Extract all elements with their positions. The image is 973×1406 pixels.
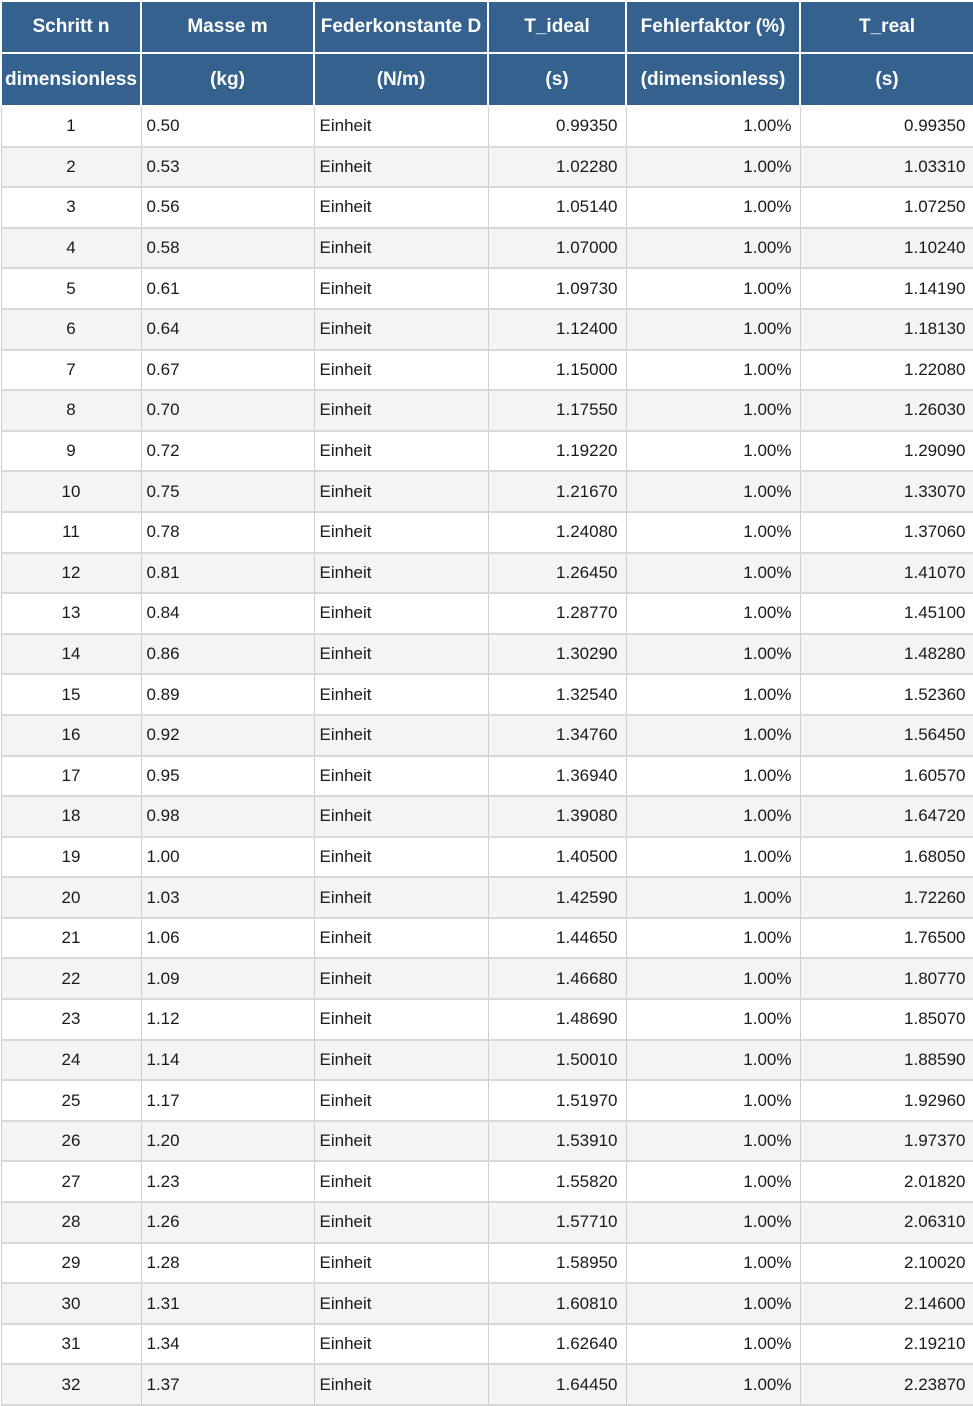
table-cell: 1.34760 xyxy=(488,715,626,756)
table-cell: 1.56450 xyxy=(800,715,973,756)
table-cell: Einheit xyxy=(314,1283,488,1324)
table-cell: 1.00% xyxy=(626,1364,800,1405)
table-cell: 1.07250 xyxy=(800,187,973,228)
table-cell: 31 xyxy=(1,1324,141,1365)
table-row xyxy=(1,1364,973,1405)
table-cell: Einheit xyxy=(314,471,488,512)
table-cell: Einheit xyxy=(314,674,488,715)
table-cell: 0.50 xyxy=(141,106,314,147)
table-cell: Einheit xyxy=(314,634,488,675)
table-cell: 1.00% xyxy=(626,553,800,594)
table-cell: 1.00% xyxy=(626,674,800,715)
table-cell: 27 xyxy=(1,1161,141,1202)
table-cell: Einheit xyxy=(314,147,488,188)
table-cell: 1.26450 xyxy=(488,553,626,594)
table-cell: Einheit xyxy=(314,1040,488,1081)
table-cell: Einheit xyxy=(314,1161,488,1202)
table-cell: Einheit xyxy=(314,1324,488,1365)
table-cell: Einheit xyxy=(314,106,488,147)
table-cell: 23 xyxy=(1,999,141,1040)
table-cell: 0.78 xyxy=(141,512,314,553)
table-cell: 1.09730 xyxy=(488,268,626,309)
table-cell: 1.12400 xyxy=(488,309,626,350)
table-cell: 1.20 xyxy=(141,1121,314,1162)
table-cell: 1.03 xyxy=(141,877,314,918)
table-row xyxy=(1,756,973,797)
table-cell: 22 xyxy=(1,958,141,999)
table-cell: 1.17550 xyxy=(488,390,626,431)
table-cell: 4 xyxy=(1,228,141,269)
header-schritt-n: Schritt n xyxy=(1,1,141,53)
table-cell: 0.95 xyxy=(141,756,314,797)
table-cell: 1.15000 xyxy=(488,350,626,391)
table-cell: Einheit xyxy=(314,309,488,350)
table-cell: 1.00% xyxy=(626,1121,800,1162)
table-cell: 1.05140 xyxy=(488,187,626,228)
table-row xyxy=(1,471,973,512)
table-cell: 2.01820 xyxy=(800,1161,973,1202)
table-cell: 3 xyxy=(1,187,141,228)
table-cell: 1.48690 xyxy=(488,999,626,1040)
table-row xyxy=(1,1243,973,1284)
table-row xyxy=(1,1202,973,1243)
table-cell: 1.51970 xyxy=(488,1080,626,1121)
table-cell: 1.68050 xyxy=(800,837,973,878)
table-cell: 7 xyxy=(1,350,141,391)
table-cell: 10 xyxy=(1,471,141,512)
table-cell: 15 xyxy=(1,674,141,715)
table-cell: Einheit xyxy=(314,390,488,431)
table-cell: 5 xyxy=(1,268,141,309)
table-cell: 16 xyxy=(1,715,141,756)
table-row xyxy=(1,674,973,715)
header-unit-row xyxy=(1,53,973,106)
table-cell: 1.00% xyxy=(626,593,800,634)
table-cell: Einheit xyxy=(314,1202,488,1243)
table-cell: Einheit xyxy=(314,512,488,553)
table-cell: 12 xyxy=(1,553,141,594)
table-cell: Einheit xyxy=(314,877,488,918)
table-body xyxy=(1,106,973,1405)
table-row xyxy=(1,350,973,391)
table-cell: 1.00% xyxy=(626,512,800,553)
table-row xyxy=(1,1080,973,1121)
table-cell: 30 xyxy=(1,1283,141,1324)
table-cell: 25 xyxy=(1,1080,141,1121)
table-cell: 1.00% xyxy=(626,837,800,878)
table-cell: 32 xyxy=(1,1364,141,1405)
table-cell: 1.60570 xyxy=(800,756,973,797)
table-cell: Einheit xyxy=(314,553,488,594)
table-cell: 1.00% xyxy=(626,1161,800,1202)
table-cell: 1.29090 xyxy=(800,431,973,472)
table-cell: Einheit xyxy=(314,228,488,269)
table-cell: 29 xyxy=(1,1243,141,1284)
table-cell: 1.02280 xyxy=(488,147,626,188)
table-cell: 0.99350 xyxy=(488,106,626,147)
table-cell: 1.58950 xyxy=(488,1243,626,1284)
table-cell: Einheit xyxy=(314,1121,488,1162)
table-cell: 0.64 xyxy=(141,309,314,350)
unit-masse-m: (kg) xyxy=(141,53,314,106)
table-cell: 1.60810 xyxy=(488,1283,626,1324)
table-cell: 2.14600 xyxy=(800,1283,973,1324)
table-row xyxy=(1,999,973,1040)
table-cell: 1.00% xyxy=(626,268,800,309)
table-cell: 1.00% xyxy=(626,918,800,959)
table-cell: 1.21670 xyxy=(488,471,626,512)
unit-t-ideal: (s) xyxy=(488,53,626,106)
table-cell: 1.44650 xyxy=(488,918,626,959)
table-cell: 0.75 xyxy=(141,471,314,512)
table-row xyxy=(1,796,973,837)
table-cell: 6 xyxy=(1,309,141,350)
table-cell: 8 xyxy=(1,390,141,431)
table-row xyxy=(1,1121,973,1162)
table-row xyxy=(1,1040,973,1081)
table-cell: 1.46680 xyxy=(488,958,626,999)
table-cell: 2.19210 xyxy=(800,1324,973,1365)
table-cell: 1.57710 xyxy=(488,1202,626,1243)
table-cell: 1.12 xyxy=(141,999,314,1040)
header-t-real: T_real xyxy=(800,1,973,53)
table-cell: 1.14 xyxy=(141,1040,314,1081)
table-cell: Einheit xyxy=(314,796,488,837)
table-cell: 1.36940 xyxy=(488,756,626,797)
table-cell: 24 xyxy=(1,1040,141,1081)
table-cell: 1.37060 xyxy=(800,512,973,553)
table-cell: 1.00% xyxy=(626,1202,800,1243)
table-cell: 1.22080 xyxy=(800,350,973,391)
table-cell: 1.26030 xyxy=(800,390,973,431)
table-cell: 0.53 xyxy=(141,147,314,188)
table-row xyxy=(1,918,973,959)
table-cell: 21 xyxy=(1,918,141,959)
table-cell: 0.92 xyxy=(141,715,314,756)
table-cell: 1.55820 xyxy=(488,1161,626,1202)
table-row xyxy=(1,228,973,269)
table-cell: 19 xyxy=(1,837,141,878)
table-cell: 1.03310 xyxy=(800,147,973,188)
table-cell: 2.06310 xyxy=(800,1202,973,1243)
table-cell: 1.00% xyxy=(626,999,800,1040)
table-row xyxy=(1,553,973,594)
table-cell: 1.48280 xyxy=(800,634,973,675)
table-cell: 1.32540 xyxy=(488,674,626,715)
table-cell: 17 xyxy=(1,756,141,797)
table-cell: 1.00% xyxy=(626,877,800,918)
table-cell: 1.17 xyxy=(141,1080,314,1121)
table-cell: 1.92960 xyxy=(800,1080,973,1121)
table-cell: 1.00% xyxy=(626,1080,800,1121)
table-cell: Einheit xyxy=(314,999,488,1040)
table-row xyxy=(1,1283,973,1324)
table-cell: 0.61 xyxy=(141,268,314,309)
table-row xyxy=(1,715,973,756)
table-cell: 1.88590 xyxy=(800,1040,973,1081)
table-cell: 0.72 xyxy=(141,431,314,472)
table-row xyxy=(1,106,973,147)
table-cell: Einheit xyxy=(314,1243,488,1284)
table-cell: 0.81 xyxy=(141,553,314,594)
table-cell: Einheit xyxy=(314,918,488,959)
table-cell: Einheit xyxy=(314,593,488,634)
table-cell: 1.18130 xyxy=(800,309,973,350)
table-cell: Einheit xyxy=(314,187,488,228)
table-cell: 1.50010 xyxy=(488,1040,626,1081)
table-row xyxy=(1,958,973,999)
table-cell: Einheit xyxy=(314,958,488,999)
table-cell: 1.37 xyxy=(141,1364,314,1405)
table-cell: 1.85070 xyxy=(800,999,973,1040)
table-cell: 1.06 xyxy=(141,918,314,959)
table-cell: 1.00% xyxy=(626,796,800,837)
table-cell: 13 xyxy=(1,593,141,634)
unit-schritt-n: dimensionless xyxy=(1,53,141,106)
table-cell: 1.00% xyxy=(626,106,800,147)
table-cell: 0.67 xyxy=(141,350,314,391)
table-row xyxy=(1,877,973,918)
header-t-ideal: T_ideal xyxy=(488,1,626,53)
table-cell: Einheit xyxy=(314,431,488,472)
table-cell: 1.00% xyxy=(626,634,800,675)
table-cell: 1.00% xyxy=(626,1243,800,1284)
table-cell: 1.45100 xyxy=(800,593,973,634)
table-cell: 1.00% xyxy=(626,715,800,756)
table-cell: Einheit xyxy=(314,350,488,391)
table-cell: 1.52360 xyxy=(800,674,973,715)
table-header xyxy=(1,1,973,106)
table-cell: 1.64720 xyxy=(800,796,973,837)
table-cell: 20 xyxy=(1,877,141,918)
table-cell: 1.24080 xyxy=(488,512,626,553)
table-cell: 1.41070 xyxy=(800,553,973,594)
table-cell: 1.00% xyxy=(626,958,800,999)
table-cell: 1.14190 xyxy=(800,268,973,309)
table-cell: 1.26 xyxy=(141,1202,314,1243)
table-cell: 2.23870 xyxy=(800,1364,973,1405)
table-cell: 26 xyxy=(1,1121,141,1162)
table-cell: 1.28770 xyxy=(488,593,626,634)
table-cell: 1.62640 xyxy=(488,1324,626,1365)
table-cell: 1.40500 xyxy=(488,837,626,878)
table-cell: Einheit xyxy=(314,268,488,309)
table-cell: 1.00% xyxy=(626,1324,800,1365)
table-cell: 0.98 xyxy=(141,796,314,837)
table-cell: 1.31 xyxy=(141,1283,314,1324)
table-cell: 11 xyxy=(1,512,141,553)
table-row xyxy=(1,837,973,878)
table-cell: 1.33070 xyxy=(800,471,973,512)
table-row xyxy=(1,390,973,431)
table-row xyxy=(1,431,973,472)
table-cell: 2.10020 xyxy=(800,1243,973,1284)
header-label-row xyxy=(1,1,973,53)
table-cell: 9 xyxy=(1,431,141,472)
table-cell: 1.23 xyxy=(141,1161,314,1202)
table-cell: 1.42590 xyxy=(488,877,626,918)
table-cell: 1.00% xyxy=(626,1040,800,1081)
table-cell: 1.00% xyxy=(626,390,800,431)
table-cell: Einheit xyxy=(314,1364,488,1405)
header-masse-m: Masse m xyxy=(141,1,314,53)
table-cell: 1.30290 xyxy=(488,634,626,675)
table-cell: 1.00% xyxy=(626,147,800,188)
table-cell: 1.53910 xyxy=(488,1121,626,1162)
table-cell: 2 xyxy=(1,147,141,188)
table-cell: 14 xyxy=(1,634,141,675)
table-row xyxy=(1,187,973,228)
table-cell: 0.58 xyxy=(141,228,314,269)
table-cell: 0.86 xyxy=(141,634,314,675)
header-fehlerfaktor: Fehlerfaktor (%) xyxy=(626,1,800,53)
table-cell: 0.56 xyxy=(141,187,314,228)
table-cell: 1.72260 xyxy=(800,877,973,918)
table-cell: 1.00% xyxy=(626,756,800,797)
table-cell: Einheit xyxy=(314,837,488,878)
table-cell: 1.34 xyxy=(141,1324,314,1365)
table-cell: 0.99350 xyxy=(800,106,973,147)
table-cell: 1.00% xyxy=(626,309,800,350)
table-cell: 1.80770 xyxy=(800,958,973,999)
table-cell: 1.76500 xyxy=(800,918,973,959)
table-row xyxy=(1,147,973,188)
table-cell: 1.28 xyxy=(141,1243,314,1284)
table-cell: 0.89 xyxy=(141,674,314,715)
table-cell: 1.00% xyxy=(626,187,800,228)
header-federkonstante-d: Federkonstante D xyxy=(314,1,488,53)
unit-fehlerfaktor: (dimensionless) xyxy=(626,53,800,106)
table-cell: 1.09 xyxy=(141,958,314,999)
table-cell: 1.00% xyxy=(626,228,800,269)
table-cell: 1.64450 xyxy=(488,1364,626,1405)
table-cell: 1 xyxy=(1,106,141,147)
table-row xyxy=(1,1161,973,1202)
table-cell: 1.10240 xyxy=(800,228,973,269)
table-cell: 1.00 xyxy=(141,837,314,878)
table-cell: 1.19220 xyxy=(488,431,626,472)
table-cell: 1.00% xyxy=(626,471,800,512)
table-cell: 18 xyxy=(1,796,141,837)
table-cell: 28 xyxy=(1,1202,141,1243)
table-cell: Einheit xyxy=(314,756,488,797)
table-row xyxy=(1,634,973,675)
table-cell: Einheit xyxy=(314,715,488,756)
table-cell: 1.07000 xyxy=(488,228,626,269)
table-cell: 1.97370 xyxy=(800,1121,973,1162)
unit-t-real: (s) xyxy=(800,53,973,106)
table-cell: 1.00% xyxy=(626,431,800,472)
table-row xyxy=(1,268,973,309)
table-row xyxy=(1,593,973,634)
table-row xyxy=(1,512,973,553)
table-row xyxy=(1,309,973,350)
table-cell: Einheit xyxy=(314,1080,488,1121)
table-row xyxy=(1,1324,973,1365)
table-cell: 1.00% xyxy=(626,350,800,391)
unit-federkonstante-d: (N/m) xyxy=(314,53,488,106)
table-cell: 1.00% xyxy=(626,1283,800,1324)
table-cell: 0.70 xyxy=(141,390,314,431)
table-cell: 0.84 xyxy=(141,593,314,634)
table-cell: 1.39080 xyxy=(488,796,626,837)
